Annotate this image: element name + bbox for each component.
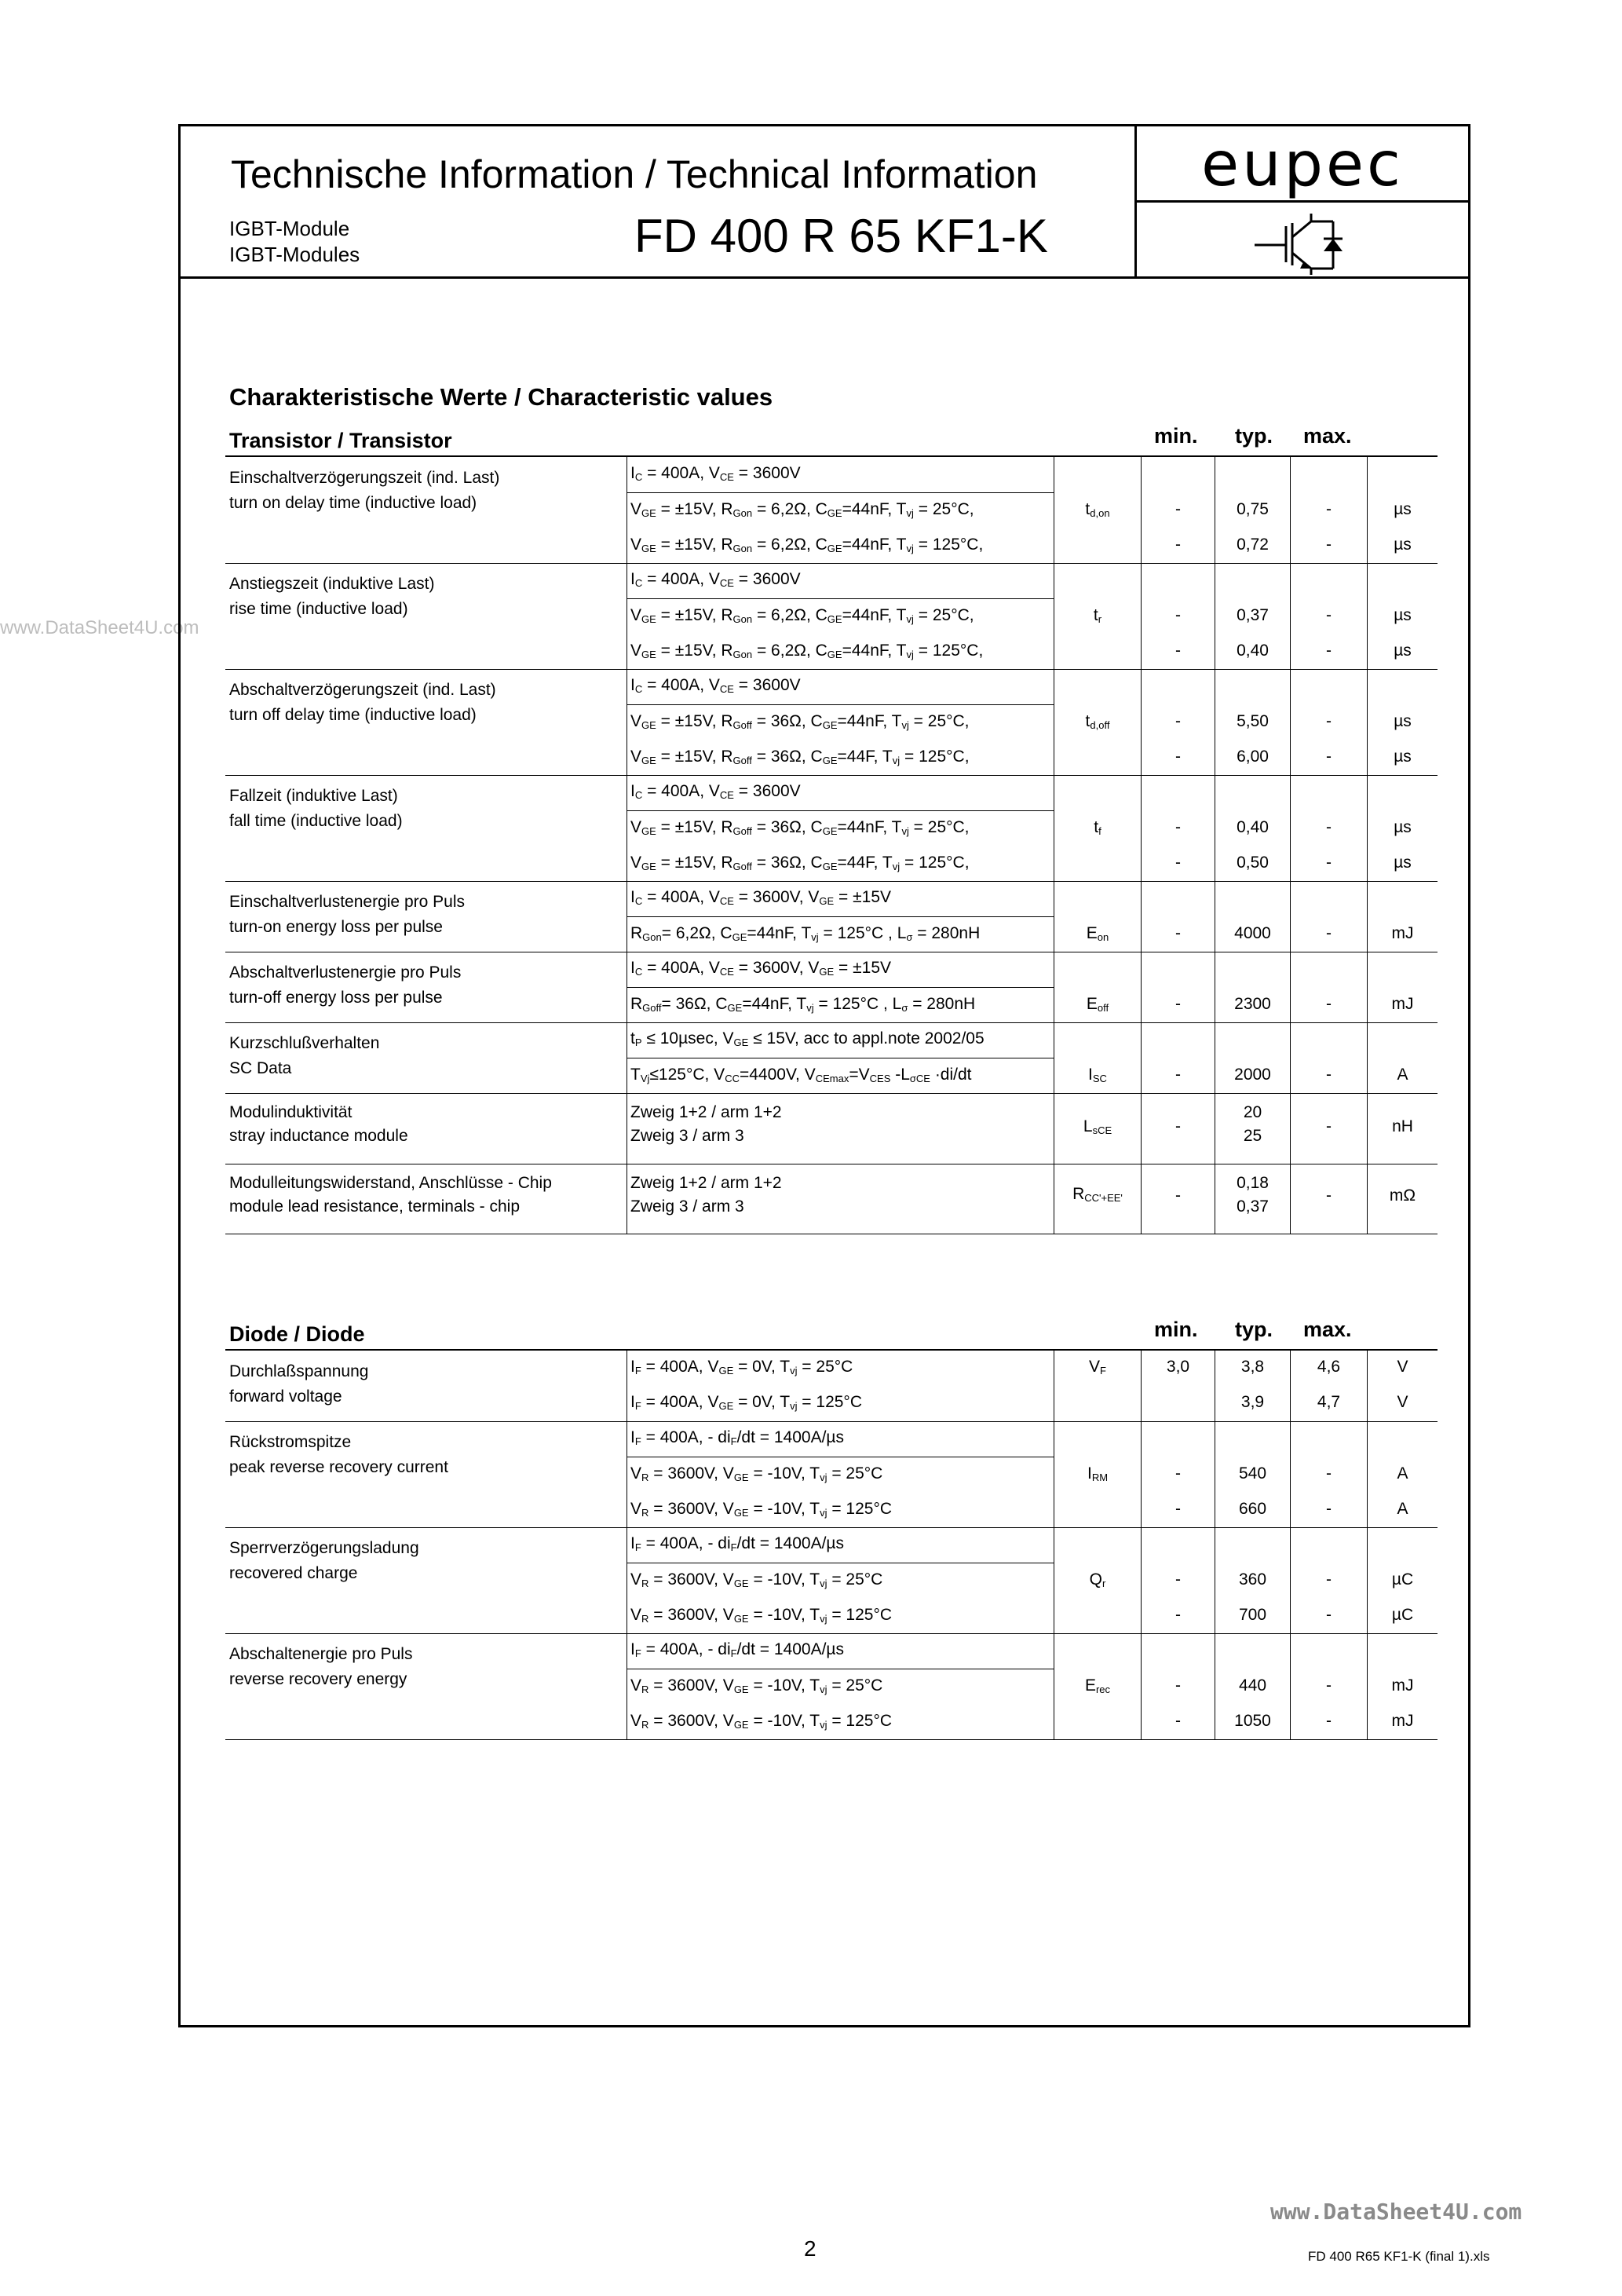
watermark-right: www.DataSheet4U.com: [1270, 2199, 1522, 2225]
value-unit: V: [1397, 1393, 1408, 1411]
document-title: Technische Information / Technical Information: [231, 152, 1038, 196]
value-min: -: [1175, 1066, 1181, 1084]
test-condition: Zweig 1+2 / arm 1+2: [630, 1174, 782, 1192]
value-max: -: [1326, 606, 1332, 624]
param-symbol: $t_{d,off}$: [1085, 712, 1110, 731]
param-symbol: $E_{off}$: [1086, 995, 1109, 1014]
param-name-de: Abschaltverzögerungszeit (ind. Last): [229, 681, 496, 699]
value-min: -: [1175, 748, 1181, 766]
value-unit: A: [1397, 1500, 1408, 1518]
value-max: -: [1326, 642, 1332, 660]
inner-separator: [627, 810, 1054, 811]
param-name-de: Modulleitungswiderstand, Anschlüsse - Chip: [229, 1174, 552, 1192]
value-min: -: [1175, 1606, 1181, 1624]
value-min: -: [1175, 1676, 1181, 1695]
value-max: 4,6: [1317, 1358, 1341, 1376]
param-name-en: recovered charge: [229, 1564, 358, 1582]
value-unit: µC: [1391, 1570, 1414, 1589]
value-min: -: [1175, 854, 1181, 872]
col-min-header: min.: [1154, 424, 1198, 448]
value-unit: V: [1397, 1358, 1408, 1376]
value-max: -: [1326, 1117, 1332, 1135]
file-name: FD 400 R65 KF1-K (final 1).xls: [1308, 2249, 1490, 2264]
param-name-en: SC Data: [229, 1059, 292, 1077]
value-min: -: [1175, 642, 1181, 660]
value-typ: 440: [1238, 1676, 1267, 1695]
value-max: -: [1326, 1186, 1332, 1205]
col-typ-header: typ.: [1235, 424, 1273, 448]
value-min: 3,0: [1166, 1358, 1190, 1376]
param-name-de: Einschaltverzögerungszeit (ind. Last): [229, 469, 500, 487]
watermark-left: www.DataSheet4U.com: [0, 617, 199, 638]
test-condition: $V_{GE} = \pm 15V$, $R_{Goff} = 36\Omega$, $C_{GE}=44F$, $T_{vj} = 125^\circ C$,: [630, 854, 970, 872]
param-name-en: turn-off energy loss per pulse: [229, 989, 443, 1007]
module-type-de: IGBT-Module: [229, 217, 350, 240]
param-name-en: stray inductance module: [229, 1127, 408, 1145]
value-min: -: [1175, 1117, 1181, 1135]
test-condition: $I_F = 400A$, - $di_F/dt = 1400A/\mu s$: [630, 1534, 845, 1553]
inner-separator: [627, 704, 1054, 705]
test-condition: $I_F = 400A$, - $di_F/dt = 1400A/\mu s$: [630, 1640, 845, 1659]
test-condition: $V_{GE} = \pm 15V$, $R_{Goff} = 36\Omega$, $C_{GE}=44nF$, $T_{vj} = 25^\circ C$,: [630, 712, 970, 731]
value-typ: 2000: [1234, 1066, 1271, 1084]
value-typ: 1050: [1234, 1712, 1271, 1730]
test-condition: $V_{GE} = \pm 15V$, $R_{Gon} = 6,2\Omega$, $C_{GE}=44nF$, $T_{vj} = 125^\circ C$,: [630, 536, 984, 554]
param-name-de: Durchlaßspannung: [229, 1362, 369, 1380]
test-condition: $I_F = 400A$, $V_{GE} = 0V$, $T_{vj} = 125^\circ C$: [630, 1393, 862, 1412]
param-name-de: Abschaltverlustenergie pro Puls: [229, 963, 462, 982]
param-symbol: $R_{CC'+EE'}$: [1072, 1185, 1123, 1204]
test-condition: $I_C = 400A$, $V_{CE} = 3600V$, $V_{GE} = \pm 15V$: [630, 959, 892, 978]
value-unit: mJ: [1391, 995, 1414, 1013]
param-name-de: Sperrverzögerungsladung: [229, 1539, 419, 1557]
test-condition: $V_R = 3600V$, $V_{GE} = -10V$, $T_{vj} = 125^\circ C$: [630, 1500, 893, 1519]
param-symbol: $E_{on}$: [1086, 924, 1109, 943]
test-condition: $V_{GE} = \pm 15V$, $R_{Gon} = 6,2\Omega$, $C_{GE}=44nF$, $T_{vj} = 125^\circ C$,: [630, 642, 984, 660]
value-unit: mJ: [1391, 1712, 1414, 1730]
row-separator: [225, 669, 1438, 670]
value-min: -: [1175, 1464, 1181, 1483]
value-typ: 0,40: [1237, 642, 1269, 660]
test-condition: $I_C = 400A$, $V_{CE} = 3600V$: [630, 676, 801, 695]
test-condition: $V_{GE} = \pm 15V$, $R_{Goff} = 36\Omega$, $C_{GE}=44nF$, $T_{vj} = 25^\circ C$,: [630, 818, 970, 837]
value-typ: 0,72: [1237, 536, 1269, 554]
value-unit: µs: [1394, 536, 1412, 554]
row-separator: [225, 1421, 1438, 1422]
value-max: -: [1326, 854, 1332, 872]
value-max: -: [1326, 924, 1332, 942]
value-min: -: [1175, 1500, 1181, 1518]
value-unit: mJ: [1391, 924, 1414, 942]
value-max: 4,7: [1317, 1393, 1341, 1411]
test-condition: $V_R = 3600V$, $V_{GE} = -10V$, $T_{vj} = 25^\circ C$: [630, 1570, 883, 1589]
inner-separator: [627, 598, 1054, 599]
row-separator: [225, 1527, 1438, 1528]
value-min: -: [1175, 1570, 1181, 1589]
test-condition: Zweig 3 / arm 3: [630, 1127, 744, 1145]
test-condition: $V_R = 3600V$, $V_{GE} = -10V$, $T_{vj} = 125^\circ C$: [630, 1712, 893, 1731]
col-min-header: min.: [1154, 1318, 1198, 1341]
param-symbol: $t_r$: [1093, 606, 1102, 625]
value-max: -: [1326, 1464, 1332, 1483]
param-symbol: $I_{SC}$: [1088, 1066, 1107, 1084]
symbol-block: [1137, 203, 1468, 279]
test-condition: $R_{Goff}= 36\Omega$, $C_{GE}=44nF$, $T_{vj} = 125^\circ C$ , $L_\sigma = 280nH$: [630, 995, 976, 1014]
value-unit: µs: [1394, 642, 1412, 660]
value-typ: 540: [1238, 1464, 1267, 1483]
value-unit: µs: [1394, 606, 1412, 624]
value-unit: nH: [1392, 1117, 1413, 1135]
test-condition: Zweig 3 / arm 3: [630, 1197, 744, 1216]
value-max: -: [1326, 748, 1332, 766]
value-unit: µs: [1394, 748, 1412, 766]
value-typ: 0,50: [1237, 854, 1269, 872]
value-typ: 0,75: [1237, 500, 1269, 518]
test-condition: $I_C = 400A$, $V_{CE} = 3600V$, $V_{GE} = \pm 15V$: [630, 888, 892, 907]
value-unit: A: [1397, 1066, 1408, 1084]
value-typ: 360: [1238, 1570, 1267, 1589]
param-name-de: Einschaltverlustenergie pro Puls: [229, 893, 465, 911]
param-symbol: $E_{rec}$: [1084, 1676, 1111, 1695]
test-condition: $I_F = 400A$, - $di_F/dt = 1400A/\mu s$: [630, 1428, 845, 1447]
value-typ: 0,18: [1237, 1174, 1269, 1192]
value-max: -: [1326, 1676, 1332, 1695]
value-typ: 0,37: [1237, 1197, 1269, 1216]
param-symbol: $V_F$: [1089, 1358, 1106, 1377]
value-max: -: [1326, 1570, 1332, 1589]
test-condition: $R_{Gon}= 6,2\Omega$, $C_{GE}=44nF$, $T_{vj} = 125^\circ C$ , $L_\sigma = 280nH$: [630, 924, 981, 943]
param-symbol: $Q_r$: [1089, 1570, 1106, 1589]
test-condition: $V_{GE} = \pm 15V$, $R_{Goff} = 36\Omega$, $C_{GE}=44F$, $T_{vj} = 125^\circ C$,: [630, 748, 970, 766]
param-name-en: peak reverse recovery current: [229, 1458, 448, 1476]
logo-block: [1137, 126, 1468, 203]
value-min: -: [1175, 924, 1181, 942]
value-unit: µs: [1394, 818, 1412, 836]
param-name-de: Abschaltenergie pro Puls: [229, 1645, 413, 1663]
table-rule: [225, 1349, 1438, 1351]
value-min: -: [1175, 536, 1181, 554]
param-name-de: Fallzeit (induktive Last): [229, 787, 398, 805]
value-typ: 660: [1238, 1500, 1267, 1518]
value-unit: µC: [1391, 1606, 1414, 1624]
param-name-de: Rückstromspitze: [229, 1433, 352, 1451]
value-typ: 0,37: [1237, 606, 1269, 624]
param-symbol: $I_{RM}$: [1087, 1464, 1109, 1483]
page-number: 2: [804, 2236, 816, 2261]
param-name-en: reverse recovery energy: [229, 1670, 407, 1688]
eupec-logo: eupec: [1201, 130, 1404, 200]
igbt-symbol-icon: [1137, 203, 1468, 276]
table-rule: [225, 455, 1438, 457]
test-condition: $V_{GE} = \pm 15V$, $R_{Gon} = 6,2\Omega$, $C_{GE}=44nF$, $T_{vj} = 25^\circ C$,: [630, 500, 974, 519]
value-max: -: [1326, 1066, 1332, 1084]
col-max-header: max.: [1303, 1318, 1352, 1341]
col-typ-header: typ.: [1235, 1318, 1273, 1341]
test-condition: $V_{GE} = \pm 15V$, $R_{Gon} = 6,2\Omega$, $C_{GE}=44nF$, $T_{vj} = 25^\circ C$,: [630, 606, 974, 625]
value-unit: A: [1397, 1464, 1408, 1483]
value-min: -: [1175, 1712, 1181, 1730]
param-symbol: $L_{sCE}$: [1083, 1117, 1112, 1136]
value-max: -: [1326, 1500, 1332, 1518]
section-title: Charakteristische Werte / Characteristic values: [229, 383, 773, 411]
test-condition: $I_F = 400A$, $V_{GE} = 0V$, $T_{vj} = 25^\circ C$: [630, 1358, 853, 1377]
param-name-en: turn off delay time (inductive load): [229, 706, 477, 724]
value-max: -: [1326, 818, 1332, 836]
test-condition: Zweig 1+2 / arm 1+2: [630, 1103, 782, 1121]
value-typ: 4000: [1234, 924, 1271, 942]
value-unit: mΩ: [1389, 1186, 1416, 1205]
param-name-en: fall time (inductive load): [229, 812, 403, 830]
value-unit: µs: [1394, 500, 1412, 518]
row-separator: [225, 1093, 1438, 1094]
value-typ: 3,8: [1240, 1358, 1265, 1376]
row-separator: [225, 775, 1438, 776]
value-max: -: [1326, 1712, 1332, 1730]
value-max: -: [1326, 712, 1332, 730]
value-typ: 5,50: [1237, 712, 1269, 730]
param-symbol: $t_{d,on}$: [1085, 500, 1110, 519]
value-typ: 0,40: [1237, 818, 1269, 836]
row-separator: [225, 881, 1438, 882]
value-min: -: [1175, 712, 1181, 730]
param-name-en: turn on delay time (inductive load): [229, 494, 477, 512]
value-unit: µs: [1394, 854, 1412, 872]
test-condition: $T_{Vj}\le 125^\circ C$, $V_{CC}=4400V$, $V_{CEmax}=V_{CES}$ $-L_{\sigma CE} \cdot di/dt$: [630, 1066, 972, 1084]
test-condition: $V_R = 3600V$, $V_{GE} = -10V$, $T_{vj} = 25^\circ C$: [630, 1464, 883, 1483]
value-typ: 25: [1243, 1127, 1262, 1145]
header-title-block: [181, 126, 1137, 279]
test-condition: $I_C = 400A$, $V_{CE} = 3600V$: [630, 782, 801, 801]
value-typ: 3,9: [1240, 1393, 1265, 1411]
value-min: -: [1175, 1186, 1181, 1205]
value-min: -: [1175, 500, 1181, 518]
inner-separator: [627, 916, 1054, 917]
col-max-header: max.: [1303, 424, 1352, 448]
test-condition: $I_C = 400A$, $V_{CE} = 3600V$: [630, 570, 801, 589]
inner-separator: [627, 492, 1054, 493]
param-name-en: forward voltage: [229, 1387, 342, 1406]
param-symbol: $t_f$: [1094, 818, 1101, 837]
row-separator: [225, 1022, 1438, 1023]
inner-separator: [627, 987, 1054, 988]
value-max: -: [1326, 995, 1332, 1013]
value-typ: 6,00: [1237, 748, 1269, 766]
value-max: -: [1326, 500, 1332, 518]
param-name-en: turn-on energy loss per pulse: [229, 918, 443, 936]
param-name-en: rise time (inductive load): [229, 600, 408, 618]
row-separator: [225, 1633, 1438, 1634]
param-name-de: Kurzschlußverhalten: [229, 1034, 380, 1052]
param-name-de: Modulinduktivität: [229, 1103, 353, 1121]
value-typ: 20: [1243, 1103, 1262, 1121]
value-unit: mJ: [1391, 1676, 1414, 1695]
param-name-de: Anstiegszeit (induktive Last): [229, 575, 435, 593]
row-separator: [225, 563, 1438, 564]
value-max: -: [1326, 536, 1332, 554]
value-max: -: [1326, 1606, 1332, 1624]
value-min: -: [1175, 995, 1181, 1013]
param-name-en: module lead resistance, terminals - chip: [229, 1197, 521, 1216]
value-typ: 700: [1238, 1606, 1267, 1624]
value-typ: 2300: [1234, 995, 1271, 1013]
diode-heading: Diode / Diode: [229, 1322, 365, 1346]
part-number: FD 400 R 65 KF1-K: [634, 210, 1048, 262]
test-condition: $I_C = 400A$, $V_{CE} = 3600V$: [630, 464, 801, 483]
test-condition: $V_R = 3600V$, $V_{GE} = -10V$, $T_{vj} = 125^\circ C$: [630, 1606, 893, 1625]
module-type-en: IGBT-Modules: [229, 243, 360, 266]
row-separator: [225, 1739, 1438, 1740]
test-condition: $t_P \le 10\mu\sec$, $V_{GE} \le 15V$, acc to appl.note 2002/05: [630, 1029, 985, 1048]
transistor-heading: Transistor / Transistor: [229, 429, 452, 452]
value-min: -: [1175, 606, 1181, 624]
value-min: -: [1175, 818, 1181, 836]
value-unit: µs: [1394, 712, 1412, 730]
test-condition: $V_R = 3600V$, $V_{GE} = -10V$, $T_{vj} = 25^\circ C$: [630, 1676, 883, 1695]
